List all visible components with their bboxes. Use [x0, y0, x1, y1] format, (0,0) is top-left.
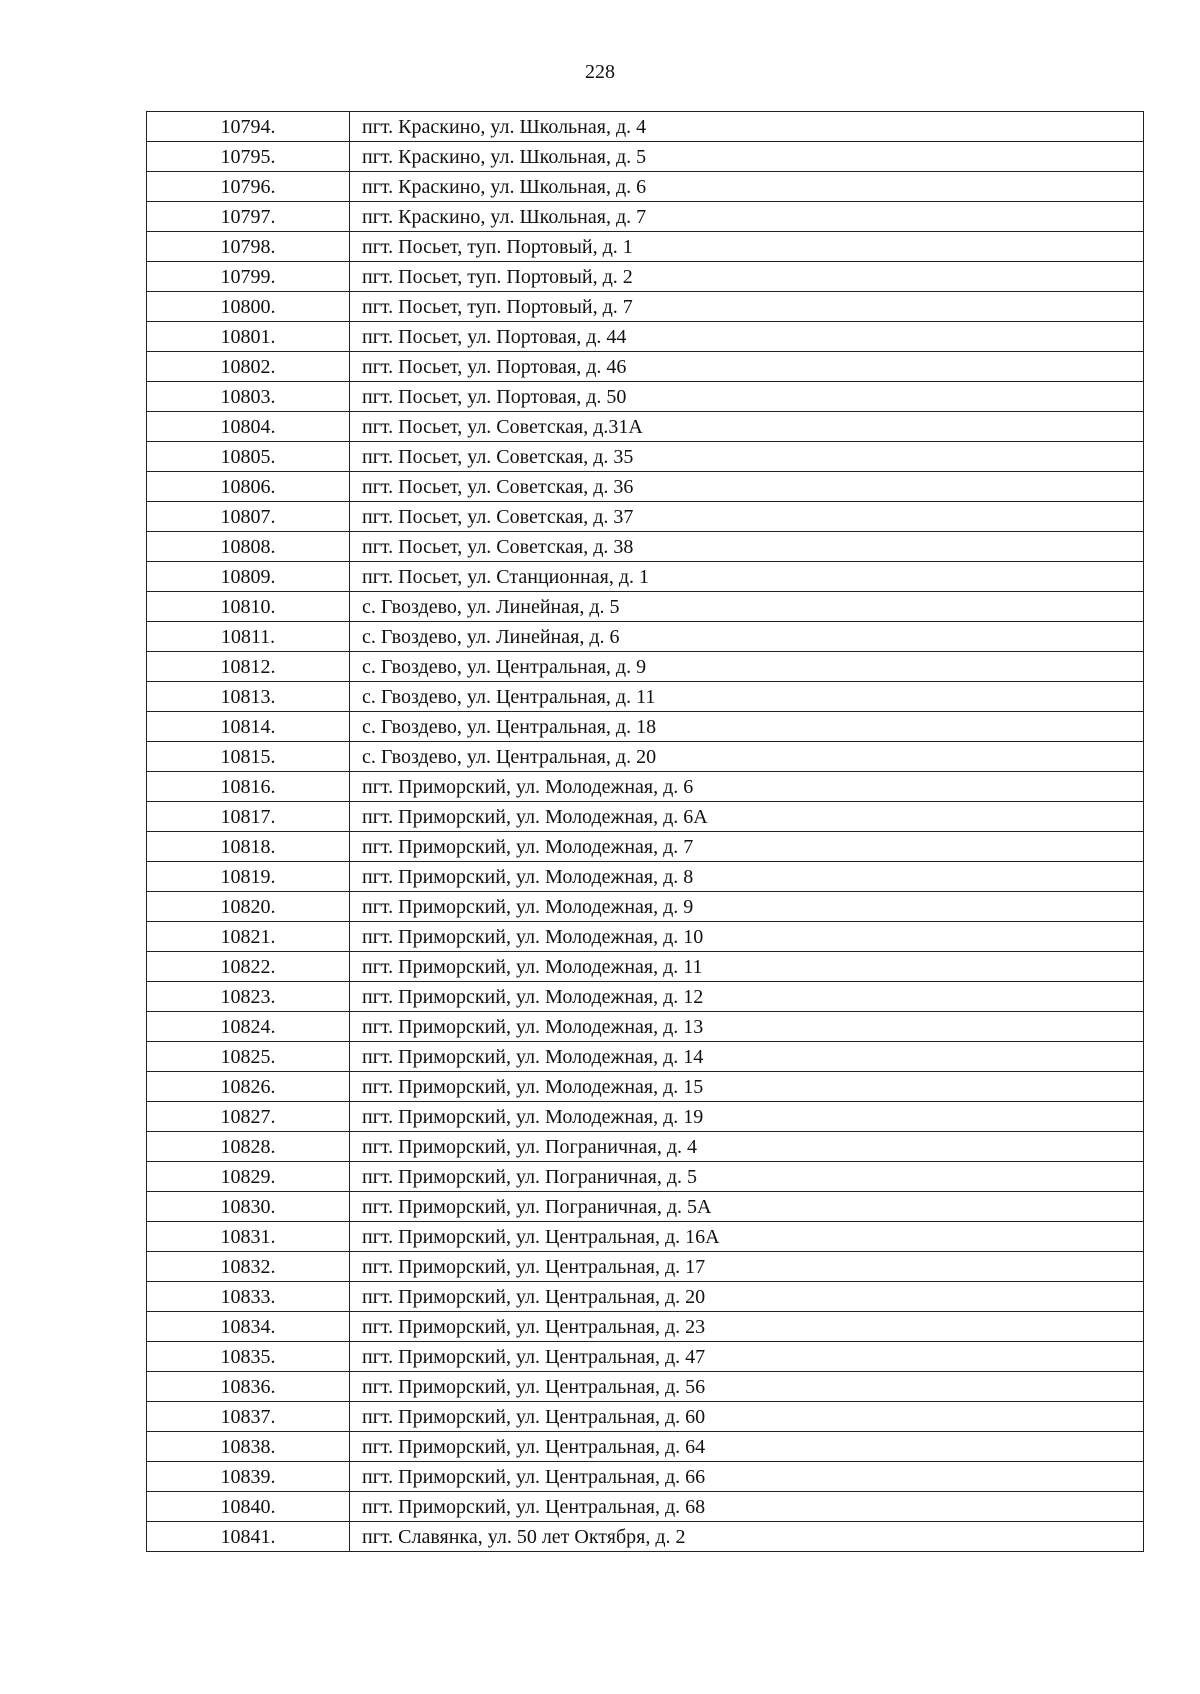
- address-cell: пгт. Приморский, ул. Центральная, д. 68: [350, 1492, 1144, 1522]
- address-cell: пгт. Посьет, туп. Портовый, д. 7: [350, 292, 1144, 322]
- row-number-cell: 10808.: [147, 532, 350, 562]
- row-number-cell: 10831.: [147, 1222, 350, 1252]
- address-cell: пгт. Посьет, ул. Советская, д. 37: [350, 502, 1144, 532]
- table-row: [147, 712, 1144, 742]
- address-cell: пгт. Приморский, ул. Центральная, д. 66: [350, 1462, 1144, 1492]
- row-number-cell: 10822.: [147, 952, 350, 982]
- row-number-cell: 10814.: [147, 712, 350, 742]
- address-cell: пгт. Приморский, ул. Центральная, д. 60: [350, 1402, 1144, 1432]
- table-row: [147, 1042, 1144, 1072]
- address-cell: пгт. Краскино, ул. Школьная, д. 5: [350, 142, 1144, 172]
- address-cell: с. Гвоздево, ул. Линейная, д. 6: [350, 622, 1144, 652]
- address-cell: пгт. Краскино, ул. Школьная, д. 4: [350, 112, 1144, 142]
- address-cell: пгт. Приморский, ул. Молодежная, д. 9: [350, 892, 1144, 922]
- address-cell: пгт. Приморский, ул. Молодежная, д. 6: [350, 772, 1144, 802]
- table-row: [147, 862, 1144, 892]
- table-row: [147, 1282, 1144, 1312]
- table-row: [147, 832, 1144, 862]
- table-row: [147, 502, 1144, 532]
- row-number-cell: 10827.: [147, 1102, 350, 1132]
- row-number-cell: 10824.: [147, 1012, 350, 1042]
- address-cell: с. Гвоздево, ул. Центральная, д. 11: [350, 682, 1144, 712]
- address-cell: пгт. Приморский, ул. Молодежная, д. 14: [350, 1042, 1144, 1072]
- table-row: [147, 112, 1144, 142]
- table-row: [147, 142, 1144, 172]
- table-row: [147, 772, 1144, 802]
- address-cell: пгт. Посьет, ул. Советская, д. 38: [350, 532, 1144, 562]
- row-number-cell: 10816.: [147, 772, 350, 802]
- table-row: [147, 532, 1144, 562]
- row-number-cell: 10838.: [147, 1432, 350, 1462]
- table-row: [147, 1192, 1144, 1222]
- row-number-cell: 10832.: [147, 1252, 350, 1282]
- row-number-cell: 10819.: [147, 862, 350, 892]
- row-number-cell: 10802.: [147, 352, 350, 382]
- row-number-cell: 10841.: [147, 1522, 350, 1552]
- address-cell: пгт. Приморский, ул. Молодежная, д. 8: [350, 862, 1144, 892]
- row-number-cell: 10818.: [147, 832, 350, 862]
- page-number: 228: [585, 61, 615, 83]
- table-row: [147, 352, 1144, 382]
- address-cell: пгт. Приморский, ул. Пограничная, д. 5А: [350, 1192, 1144, 1222]
- table-row: [147, 1372, 1144, 1402]
- table-row: [147, 982, 1144, 1012]
- row-number-cell: 10834.: [147, 1312, 350, 1342]
- row-number-cell: 10809.: [147, 562, 350, 592]
- table-row: [147, 322, 1144, 352]
- table-row: [147, 1402, 1144, 1432]
- row-number-cell: 10811.: [147, 622, 350, 652]
- address-cell: пгт. Приморский, ул. Центральная, д. 47: [350, 1342, 1144, 1372]
- address-cell: с. Гвоздево, ул. Линейная, д. 5: [350, 592, 1144, 622]
- table-row: [147, 1342, 1144, 1372]
- address-cell: пгт. Приморский, ул. Центральная, д. 17: [350, 1252, 1144, 1282]
- row-number-cell: 10815.: [147, 742, 350, 772]
- table-row: [147, 1072, 1144, 1102]
- table-row: [147, 1102, 1144, 1132]
- address-cell: пгт. Приморский, ул. Молодежная, д. 6А: [350, 802, 1144, 832]
- table-row: [147, 622, 1144, 652]
- table-row: [147, 1462, 1144, 1492]
- row-number-cell: 10794.: [147, 112, 350, 142]
- address-cell: пгт. Посьет, ул. Портовая, д. 44: [350, 322, 1144, 352]
- address-cell: пгт. Приморский, ул. Молодежная, д. 7: [350, 832, 1144, 862]
- table-row: [147, 952, 1144, 982]
- address-cell: пгт. Приморский, ул. Пограничная, д. 5: [350, 1162, 1144, 1192]
- table-row: [147, 562, 1144, 592]
- address-cell: с. Гвоздево, ул. Центральная, д. 20: [350, 742, 1144, 772]
- row-number-cell: 10835.: [147, 1342, 350, 1372]
- row-number-cell: 10804.: [147, 412, 350, 442]
- address-cell: пгт. Приморский, ул. Молодежная, д. 19: [350, 1102, 1144, 1132]
- row-number-cell: 10840.: [147, 1492, 350, 1522]
- address-cell: пгт. Приморский, ул. Молодежная, д. 15: [350, 1072, 1144, 1102]
- row-number-cell: 10805.: [147, 442, 350, 472]
- address-cell: пгт. Приморский, ул. Центральная, д. 16А: [350, 1222, 1144, 1252]
- table-row: [147, 472, 1144, 502]
- address-cell: с. Гвоздево, ул. Центральная, д. 18: [350, 712, 1144, 742]
- table-row: [147, 382, 1144, 412]
- row-number-cell: 10826.: [147, 1072, 350, 1102]
- table-row: [147, 172, 1144, 202]
- table-row: [147, 922, 1144, 952]
- address-cell: пгт. Посьет, ул. Портовая, д. 50: [350, 382, 1144, 412]
- address-cell: пгт. Приморский, ул. Молодежная, д. 11: [350, 952, 1144, 982]
- address-cell: пгт. Приморский, ул. Центральная, д. 56: [350, 1372, 1144, 1402]
- table-row: [147, 1522, 1144, 1552]
- address-cell: пгт. Приморский, ул. Молодежная, д. 13: [350, 1012, 1144, 1042]
- table-row: [147, 1132, 1144, 1162]
- table-row: [147, 442, 1144, 472]
- row-number-cell: 10820.: [147, 892, 350, 922]
- table-row: [147, 232, 1144, 262]
- address-cell: пгт. Славянка, ул. 50 лет Октября, д. 2: [350, 1522, 1144, 1552]
- address-cell: с. Гвоздево, ул. Центральная, д. 9: [350, 652, 1144, 682]
- row-number-cell: 10830.: [147, 1192, 350, 1222]
- table-row: [147, 292, 1144, 322]
- row-number-cell: 10839.: [147, 1462, 350, 1492]
- table-row: [147, 652, 1144, 682]
- row-number-cell: 10801.: [147, 322, 350, 352]
- address-cell: пгт. Приморский, ул. Пограничная, д. 4: [350, 1132, 1144, 1162]
- address-cell: пгт. Посьет, ул. Советская, д. 35: [350, 442, 1144, 472]
- address-cell: пгт. Посьет, ул. Советская, д.31А: [350, 412, 1144, 442]
- row-number-cell: 10798.: [147, 232, 350, 262]
- table-row: [147, 1432, 1144, 1462]
- row-number-cell: 10825.: [147, 1042, 350, 1072]
- address-table-body: [147, 112, 1144, 1552]
- row-number-cell: 10833.: [147, 1282, 350, 1312]
- table-row: [147, 1162, 1144, 1192]
- row-number-cell: 10796.: [147, 172, 350, 202]
- row-number-cell: 10810.: [147, 592, 350, 622]
- row-number-cell: 10829.: [147, 1162, 350, 1192]
- row-number-cell: 10821.: [147, 922, 350, 952]
- row-number-cell: 10795.: [147, 142, 350, 172]
- address-cell: пгт. Приморский, ул. Центральная, д. 20: [350, 1282, 1144, 1312]
- table-row: [147, 1222, 1144, 1252]
- address-cell: пгт. Посьет, ул. Портовая, д. 46: [350, 352, 1144, 382]
- row-number-cell: 10807.: [147, 502, 350, 532]
- address-cell: пгт. Краскино, ул. Школьная, д. 7: [350, 202, 1144, 232]
- table-row: [147, 892, 1144, 922]
- row-number-cell: 10837.: [147, 1402, 350, 1432]
- table-row: [147, 202, 1144, 232]
- table-row: [147, 592, 1144, 622]
- row-number-cell: 10823.: [147, 982, 350, 1012]
- address-cell: пгт. Посьет, ул. Советская, д. 36: [350, 472, 1144, 502]
- table-row: [147, 1312, 1144, 1342]
- address-cell: пгт. Посьет, туп. Портовый, д. 2: [350, 262, 1144, 292]
- table-row: [147, 802, 1144, 832]
- address-cell: пгт. Краскино, ул. Школьная, д. 6: [350, 172, 1144, 202]
- address-cell: пгт. Посьет, туп. Портовый, д. 1: [350, 232, 1144, 262]
- row-number-cell: 10812.: [147, 652, 350, 682]
- address-cell: пгт. Приморский, ул. Молодежная, д. 12: [350, 982, 1144, 1012]
- row-number-cell: 10800.: [147, 292, 350, 322]
- address-table: [146, 111, 1144, 1552]
- table-row: [147, 262, 1144, 292]
- table-row: [147, 412, 1144, 442]
- table-row: [147, 1252, 1144, 1282]
- row-number-cell: 10803.: [147, 382, 350, 412]
- row-number-cell: 10836.: [147, 1372, 350, 1402]
- table-row: [147, 742, 1144, 772]
- address-cell: пгт. Посьет, ул. Станционная, д. 1: [350, 562, 1144, 592]
- table-row: [147, 1012, 1144, 1042]
- address-cell: пгт. Приморский, ул. Центральная, д. 23: [350, 1312, 1144, 1342]
- row-number-cell: 10817.: [147, 802, 350, 832]
- table-row: [147, 1492, 1144, 1522]
- row-number-cell: 10799.: [147, 262, 350, 292]
- address-cell: пгт. Приморский, ул. Молодежная, д. 10: [350, 922, 1144, 952]
- row-number-cell: 10806.: [147, 472, 350, 502]
- table-row: [147, 682, 1144, 712]
- row-number-cell: 10797.: [147, 202, 350, 232]
- row-number-cell: 10813.: [147, 682, 350, 712]
- address-cell: пгт. Приморский, ул. Центральная, д. 64: [350, 1432, 1144, 1462]
- row-number-cell: 10828.: [147, 1132, 350, 1162]
